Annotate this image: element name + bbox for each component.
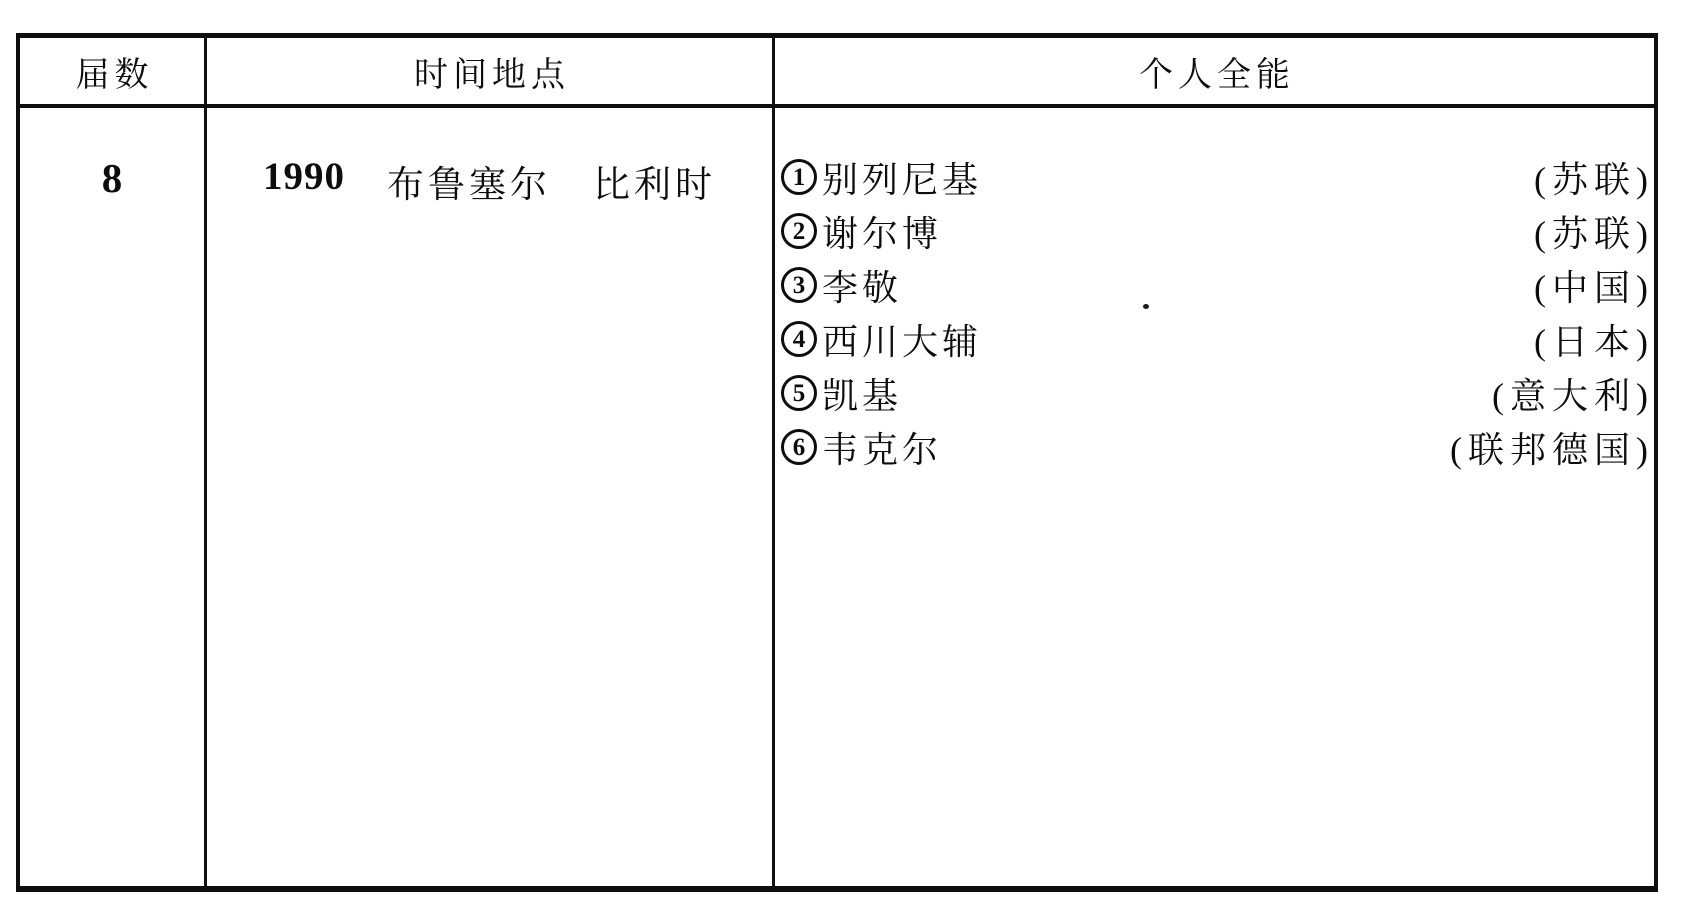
result-row <box>781 204 1654 258</box>
athlete-name-text: 西川大辅 <box>822 321 983 362</box>
rank-circle-icon: 2 <box>781 213 817 249</box>
header-session-column: 届数 <box>20 38 207 108</box>
athlete-name-text: 谢尔博 <box>822 213 943 254</box>
result-row <box>781 366 1654 420</box>
all-around-results-cell <box>775 108 1654 886</box>
rank-circle-icon: 3 <box>781 267 817 303</box>
athlete-country: (苏联) <box>1534 159 1654 200</box>
session-number-cell <box>20 108 207 886</box>
rank-circle-icon: 6 <box>781 429 817 465</box>
athlete-country: (意大利) <box>1492 375 1654 416</box>
event-year: 1990 <box>263 155 345 198</box>
athlete-name <box>781 314 982 365</box>
session-number: 8 <box>101 155 123 201</box>
header-time-place-column: 时间地点 <box>207 38 775 108</box>
result-row <box>781 420 1654 474</box>
athlete-name-text: 李敬 <box>822 267 903 308</box>
result-row <box>781 150 1654 204</box>
results-table <box>16 33 1658 892</box>
scan-speck <box>1143 304 1149 309</box>
header-all-around-column: 个人全能 <box>775 38 1654 108</box>
athlete-name <box>781 368 902 419</box>
athlete-country: (联邦德国) <box>1450 429 1654 470</box>
event-country: 比利时 <box>593 165 716 206</box>
athlete-country: (中国) <box>1534 267 1654 308</box>
athlete-name <box>781 260 902 311</box>
athlete-country: (苏联) <box>1534 213 1654 254</box>
event-city: 布鲁塞尔 <box>387 165 551 206</box>
athlete-name <box>781 152 982 203</box>
athlete-name <box>781 422 942 473</box>
result-row <box>781 258 1654 312</box>
rank-circle-icon: 5 <box>781 375 817 411</box>
athlete-country: (日本) <box>1534 321 1654 362</box>
athlete-name-text: 别列尼基 <box>822 159 983 200</box>
rank-circle-icon: 4 <box>781 321 817 357</box>
athlete-name-text: 韦克尔 <box>822 429 943 470</box>
time-place-cell <box>207 108 775 886</box>
athlete-name <box>781 206 942 257</box>
result-row <box>781 312 1654 366</box>
rank-circle-icon: 1 <box>781 159 817 195</box>
athlete-name-text: 凯基 <box>822 375 903 416</box>
